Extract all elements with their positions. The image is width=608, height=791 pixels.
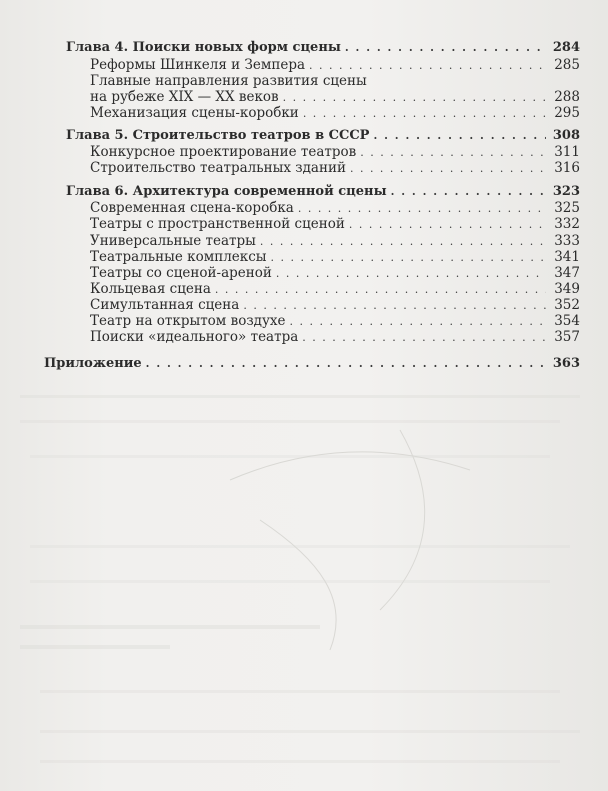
leader-dots [350, 161, 546, 177]
page-number: 354 [554, 313, 580, 329]
leader-dots [309, 58, 546, 74]
toc-entry [90, 313, 580, 330]
toc-entry [90, 160, 580, 177]
entry-label: Строительство театральных зданий [90, 160, 346, 176]
page-number: 357 [554, 329, 580, 345]
leader-dots [345, 40, 546, 56]
leader-dots [290, 314, 546, 330]
page-number: 333 [554, 233, 580, 249]
entry-label: Современная сцена-коробка [90, 200, 294, 216]
page-number: 288 [554, 89, 580, 105]
toc-entry [90, 89, 580, 106]
page-number: 295 [554, 105, 580, 121]
page-number: 325 [554, 200, 580, 216]
entry-label: Театр на открытом воздухе [90, 313, 286, 329]
leader-dots [298, 201, 546, 217]
leader-dots [215, 282, 546, 298]
entry-label: Универсальные театры [90, 233, 256, 249]
entry-label: Театры со сценой-ареной [90, 265, 272, 281]
entry-label-line2: на рубеже XIX — XX веков [90, 89, 279, 105]
appendix-title: Приложение [44, 356, 142, 371]
page-number: 311 [554, 144, 580, 160]
page-number: 332 [554, 216, 580, 232]
page-number: 316 [554, 160, 580, 176]
toc-entry [90, 233, 580, 250]
toc-entry [90, 329, 580, 346]
entry-label: Поиски «идеального» театра [90, 329, 299, 345]
chapter-title: Глава 4. Поиски новых форм сцены [66, 40, 341, 55]
chapter-title: Глава 6. Архитектура современной сцены [66, 184, 387, 199]
entry-label: Реформы Шинкеля и Земпера [90, 57, 306, 73]
page-number: 363 [552, 356, 580, 371]
toc-entry [90, 265, 580, 282]
page-number: 349 [554, 281, 580, 297]
page-number: 352 [554, 297, 580, 313]
leader-dots [373, 128, 546, 144]
leader-dots [276, 266, 546, 282]
entry-label: Театральные комплексы [90, 249, 267, 265]
page-number: 347 [554, 265, 580, 281]
leader-dots [391, 184, 546, 200]
toc-entry [90, 105, 580, 122]
page-number: 284 [552, 40, 580, 55]
entry-label: Симультанная сцена [90, 297, 240, 313]
toc-appendix [44, 356, 580, 372]
leader-dots [360, 145, 546, 161]
leader-dots [303, 106, 546, 122]
toc-entry [90, 249, 580, 266]
leader-dots [271, 250, 546, 266]
leader-dots [283, 90, 546, 106]
toc-entry [90, 57, 580, 74]
leader-dots [260, 234, 546, 250]
entry-label: Театры с пространственной сценой [90, 216, 345, 232]
leader-dots [243, 298, 546, 314]
page-number: 308 [552, 128, 580, 143]
entry-label-line1: Главные направления развития сцены [90, 73, 367, 89]
toc-entry [90, 216, 580, 233]
leader-dots [302, 330, 546, 346]
toc-chapter-6 [66, 184, 580, 200]
chapter-title: Глава 5. Строительство театров в СССР [66, 128, 370, 143]
toc-chapter-4 [66, 40, 580, 56]
entry-label: Конкурсное проектирование театров [90, 144, 357, 160]
toc-chapter-5 [66, 128, 580, 144]
entry-label: Механизация сцены-коробки [90, 105, 299, 121]
page-number: 323 [552, 184, 580, 199]
page-number: 285 [554, 57, 580, 73]
leader-dots [146, 356, 546, 372]
page-number: 341 [554, 249, 580, 265]
leader-dots [349, 217, 546, 233]
toc-entry [90, 200, 580, 217]
toc-entry [90, 297, 580, 314]
toc-entry [90, 281, 580, 298]
toc-entry [90, 144, 580, 161]
entry-label: Кольцевая сцена [90, 281, 211, 297]
